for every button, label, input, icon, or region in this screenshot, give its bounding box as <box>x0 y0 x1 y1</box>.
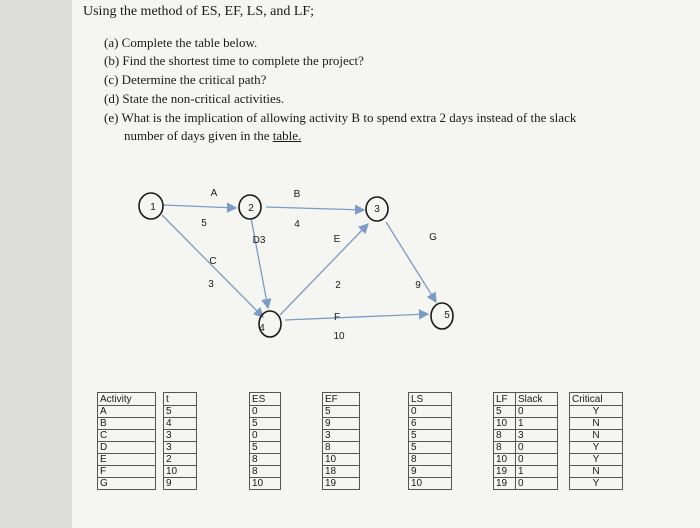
cell-ef: 3 <box>323 430 360 442</box>
cell-critical: Y <box>570 442 623 454</box>
cell-ls: 8 <box>409 454 452 466</box>
cell-ls: 5 <box>409 430 452 442</box>
node-2-label: 2 <box>248 203 254 214</box>
cell-slack: 0 <box>516 406 558 418</box>
cell-t: 10 <box>164 466 197 478</box>
cell-t: 3 <box>164 442 197 454</box>
edge-f-name: F <box>333 312 341 323</box>
cell-es: 8 <box>250 454 281 466</box>
table-reference: table. <box>272 128 302 143</box>
edge-d <box>251 218 268 308</box>
question-e: (e) What is the implication of allowing activity B to spend extra 2 days instead of the slack <box>104 110 577 125</box>
cell-ef: 8 <box>323 442 360 454</box>
header-activity: Activity <box>98 393 156 406</box>
cell-lf: 10 <box>494 454 516 466</box>
header-critical: Critical <box>570 393 623 406</box>
table-header-row <box>98 393 623 406</box>
cell-t: 5 <box>164 406 197 418</box>
cell-es: 5 <box>250 442 281 454</box>
cell-slack: 0 <box>516 478 558 490</box>
cell-es: 8 <box>250 466 281 478</box>
cell-ef: 19 <box>323 478 360 490</box>
question-e-cont-text: number of days given in the <box>124 128 273 143</box>
schedule-table-body <box>98 393 623 490</box>
cell-ef: 10 <box>323 454 360 466</box>
cell-activity: E <box>98 454 156 466</box>
cell-ef: 18 <box>323 466 360 478</box>
question-c: (c) Determine the critical path? <box>104 72 267 87</box>
cell-critical: N <box>570 430 623 442</box>
header-ls: LS <box>409 393 452 406</box>
edge-c-name: C <box>209 256 217 267</box>
header-ef: EF <box>323 393 360 406</box>
cell-ls: 0 <box>409 406 452 418</box>
cell-slack: 0 <box>516 442 558 454</box>
edge-b-name: B <box>293 189 301 200</box>
table-row <box>98 442 623 454</box>
header-lf: LF <box>494 393 516 406</box>
edge-a-name: A <box>210 188 218 199</box>
question-a: (a) Complete the table below. <box>104 35 258 50</box>
cell-slack: 1 <box>516 466 558 478</box>
cell-t: 9 <box>164 478 197 490</box>
cell-activity: G <box>98 478 156 490</box>
cell-activity: D <box>98 442 156 454</box>
table-row <box>98 418 623 430</box>
cell-es: 0 <box>250 406 281 418</box>
table-row <box>98 406 623 418</box>
cell-ls: 10 <box>409 478 452 490</box>
header-es: ES <box>250 393 281 406</box>
cell-slack: 0 <box>516 454 558 466</box>
edge-b <box>266 207 364 210</box>
node-5-label: 5 <box>444 310 450 321</box>
edge-b-duration: 4 <box>294 219 300 230</box>
edge-c-duration: 3 <box>208 279 214 290</box>
edge-e-duration: 2 <box>335 280 341 291</box>
cell-lf: 5 <box>494 406 516 418</box>
cell-t: 3 <box>164 430 197 442</box>
cell-lf: 19 <box>494 466 516 478</box>
cell-lf: 19 <box>494 478 516 490</box>
cell-critical: Y <box>570 406 623 418</box>
cell-slack: 1 <box>516 418 558 430</box>
cell-es: 10 <box>250 478 281 490</box>
node-1-label: 1 <box>150 202 156 213</box>
edge-d-name: D3 <box>252 235 266 246</box>
cell-lf: 8 <box>494 442 516 454</box>
cell-lf: 8 <box>494 430 516 442</box>
cell-ef: 9 <box>323 418 360 430</box>
edge-a <box>163 205 236 208</box>
cell-ls: 9 <box>409 466 452 478</box>
cell-ls: 5 <box>409 442 452 454</box>
cell-critical: Y <box>570 454 623 466</box>
cell-lf: 10 <box>494 418 516 430</box>
table-row <box>98 454 623 466</box>
edge-g-duration: 9 <box>415 280 421 291</box>
edge-g-name: G <box>429 232 437 243</box>
cell-es: 0 <box>250 430 281 442</box>
edge-f-duration: 10 <box>333 331 345 342</box>
cell-ls: 6 <box>409 418 452 430</box>
table-row <box>98 478 623 490</box>
table-row <box>98 430 623 442</box>
header-t: t <box>164 393 197 406</box>
cell-critical: N <box>570 418 623 430</box>
cell-activity: F <box>98 466 156 478</box>
table-row <box>98 466 623 478</box>
cell-t: 2 <box>164 454 197 466</box>
page-title: Using the method of ES, EF, LS, and LF; <box>83 4 315 19</box>
edge-e-name: E <box>333 234 341 245</box>
cell-activity: C <box>98 430 156 442</box>
edge-f <box>285 314 428 320</box>
cell-es: 5 <box>250 418 281 430</box>
cell-ef: 5 <box>323 406 360 418</box>
header-slack: Slack <box>516 393 558 406</box>
edge-a-duration: 5 <box>201 218 207 229</box>
cell-critical: Y <box>570 478 623 490</box>
cell-slack: 3 <box>516 430 558 442</box>
node-4-label: 4 <box>259 323 265 334</box>
cell-activity: A <box>98 406 156 418</box>
question-d: (d) State the non-critical activities. <box>104 91 285 106</box>
schedule-table <box>97 392 623 490</box>
edge-e <box>280 224 368 315</box>
cell-critical: N <box>570 466 623 478</box>
node-3-label: 3 <box>374 204 380 215</box>
cell-t: 4 <box>164 418 197 430</box>
cell-activity: B <box>98 418 156 430</box>
question-b: (b) Find the shortest time to complete the project? <box>104 53 364 68</box>
